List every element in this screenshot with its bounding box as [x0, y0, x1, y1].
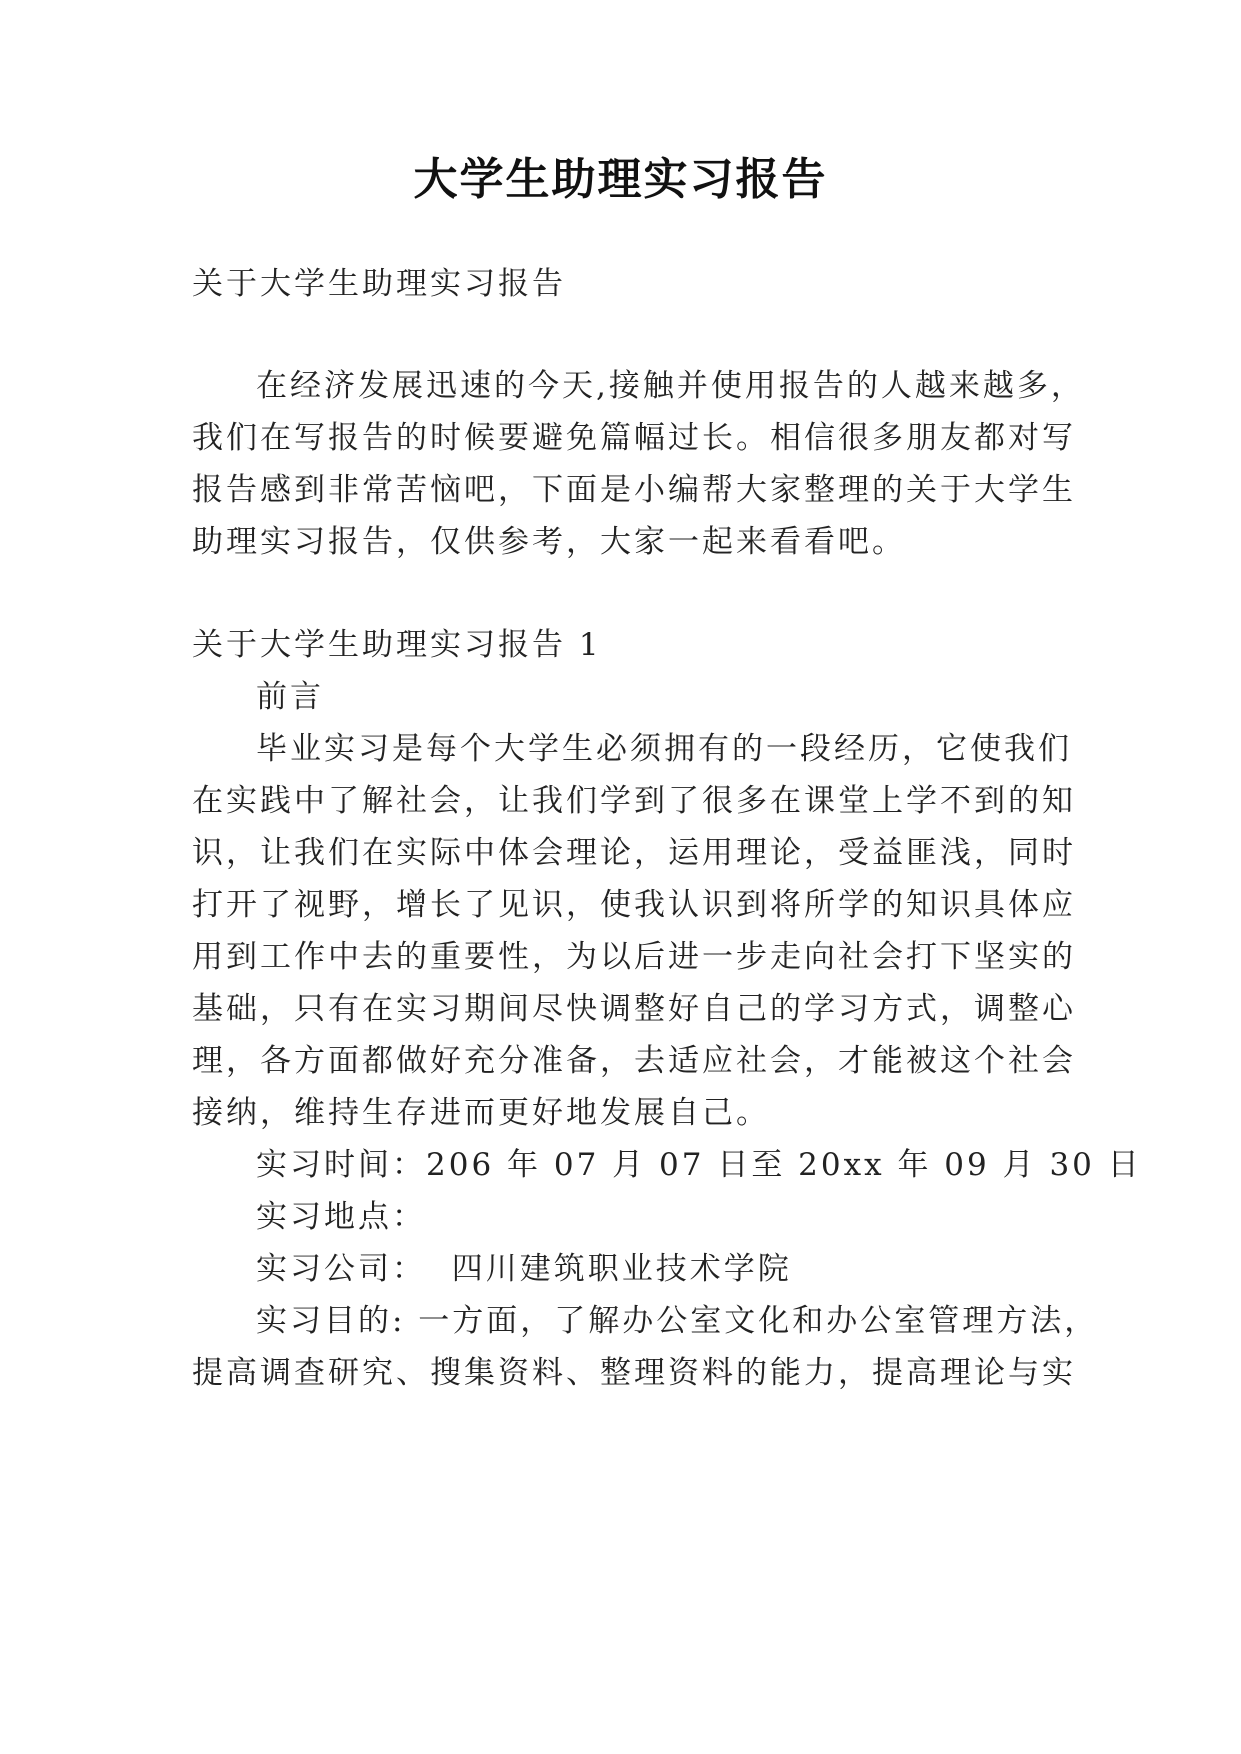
preface-heading: 前言	[256, 679, 324, 715]
preface-line-1: 毕业实习是每个大学生必须拥有的一段经历，它使我们	[256, 731, 1072, 767]
preface-line-5: 用到工作中去的重要性，为以后进一步走向社会打下坚实的	[192, 939, 1076, 975]
intro-line-2: 我们在写报告的时候要避免篇幅过长。相信很多朋友都对写	[192, 420, 1076, 456]
internship-company: 实习公司： 四川建筑职业技术学院	[256, 1251, 792, 1287]
purpose-line-1: 实习目的: 一方面，了解办公室文化和办公室管理方法，	[256, 1303, 1099, 1339]
preface-line-4: 打开了视野，增长了见识，使我认识到将所学的知识具体应	[192, 887, 1076, 923]
intro-line-1: 在经济发展迅速的今天,接触并使用报告的人越来越多，	[256, 368, 1085, 404]
intro-line-3: 报告感到非常苦恼吧，下面是小编帮大家整理的关于大学生	[192, 472, 1076, 508]
document-title: 大学生助理实习报告	[413, 154, 828, 205]
internship-place: 实习地点：	[256, 1199, 426, 1235]
purpose-line-2: 提高调查研究、搜集资料、整理资料的能力，提高理论与实	[192, 1355, 1076, 1391]
preface-line-6: 基础，只有在实习期间尽快调整好自己的学习方式，调整心	[192, 991, 1076, 1027]
section-heading: 关于大学生助理实习报告 1	[192, 627, 602, 663]
preface-line-7: 理，各方面都做好充分准备，去适应社会，才能被这个社会	[192, 1043, 1076, 1079]
preface-line-3: 识，让我们在实际中体会理论，运用理论，受益匪浅，同时	[192, 835, 1076, 871]
intro-line-4: 助理实习报告，仅供参考，大家一起来看看吧。	[192, 524, 906, 560]
preface-line-8: 接纳，维持生存进而更好地发展自己。	[192, 1095, 770, 1131]
subtitle: 关于大学生助理实习报告	[192, 266, 566, 302]
internship-time: 实习时间：206 年 07 月 07 日至 20xx 年 09 月 30 日	[256, 1147, 1142, 1183]
preface-line-2: 在实践中了解社会，让我们学到了很多在课堂上学不到的知	[192, 783, 1076, 819]
